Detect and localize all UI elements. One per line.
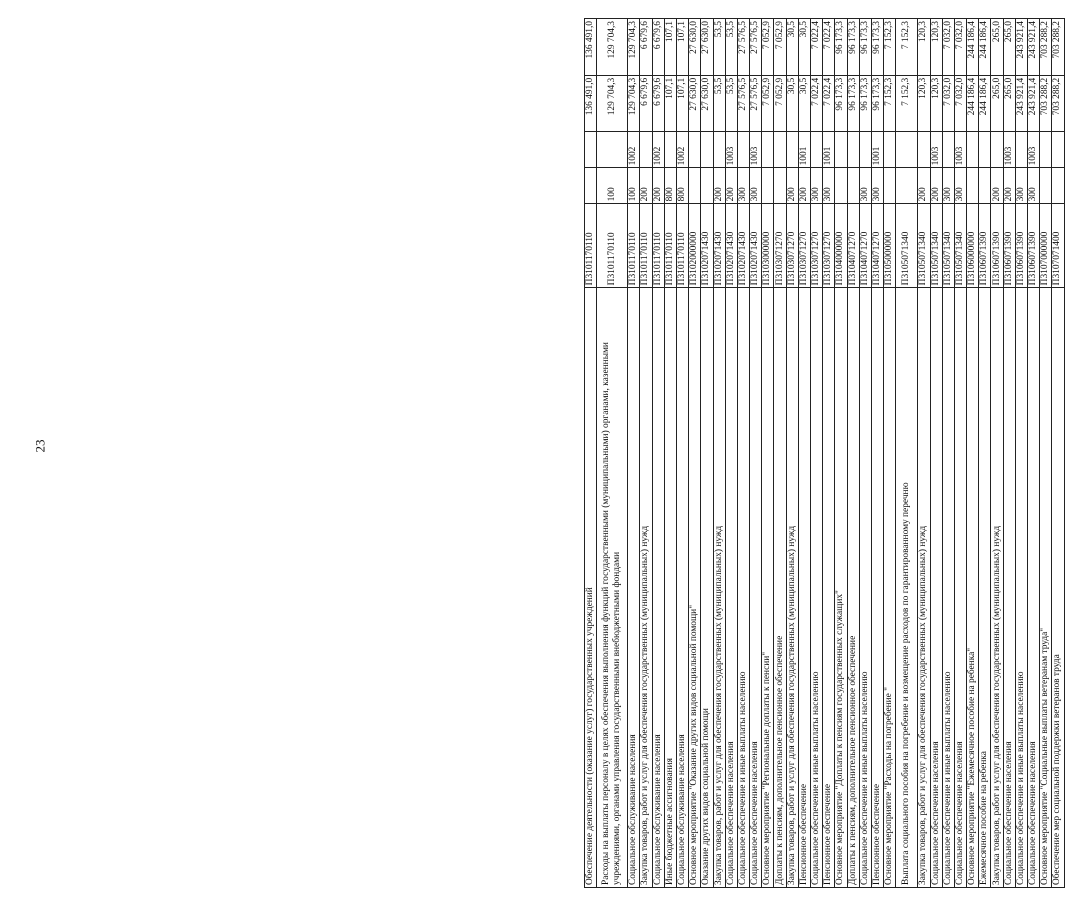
row-section-cell [774, 132, 786, 168]
row-expense-type-cell: 200 [918, 168, 930, 204]
row-expense-type-cell: 200 [713, 168, 725, 204]
row-amount-2-cell: 96 173,3 [835, 19, 847, 76]
row-code-cell: П3102071430 [725, 204, 737, 288]
table-row [1040, 19, 1052, 888]
row-code-cell: П3103000000 [762, 204, 774, 288]
row-expense-type-cell [1052, 168, 1064, 204]
row-section-cell [713, 132, 725, 168]
row-name-cell: Социальное обслуживание населения [628, 288, 640, 888]
row-name-cell: Социальное обеспечение и иные выплаты населению [811, 288, 823, 888]
row-amount-1-cell: 27 630,0 [689, 75, 701, 132]
table-row [859, 19, 871, 888]
table-row [762, 19, 774, 888]
row-section-cell [967, 132, 979, 168]
row-expense-type-cell [884, 168, 896, 204]
row-section-cell [597, 132, 628, 168]
row-amount-1-cell: 243 921,4 [1028, 75, 1040, 132]
row-amount-1-cell: 27 630,0 [701, 75, 713, 132]
row-amount-2-cell: 27 576,5 [750, 19, 762, 76]
row-expense-type-cell: 200 [930, 168, 942, 204]
row-section-cell [979, 132, 991, 168]
row-amount-2-cell: 120,3 [918, 19, 930, 76]
row-code-cell: П3107000000 [1040, 204, 1052, 288]
table-row [750, 19, 762, 888]
row-amount-1-cell: 7 052,9 [774, 75, 786, 132]
row-section-cell [689, 132, 701, 168]
row-amount-2-cell: 136 491,0 [585, 19, 597, 76]
row-name-cell: Обеспечение мер социальной поддержки ветеранов труда [1052, 288, 1064, 888]
row-expense-type-cell: 300 [823, 168, 835, 204]
row-amount-2-cell: 243 921,4 [1028, 19, 1040, 76]
table-row [991, 19, 1003, 888]
row-code-cell: П3105000000 [884, 204, 896, 288]
row-code-cell: П3104071270 [847, 204, 859, 288]
row-code-cell: П3104071270 [859, 204, 871, 288]
table-row [1003, 19, 1015, 888]
row-expense-type-cell: 300 [750, 168, 762, 204]
row-expense-type-cell [967, 168, 979, 204]
budget-table-sheet [584, 18, 1065, 888]
table-row [713, 19, 725, 888]
row-name-cell: Основное мероприятие "Социальные выплаты ветеранам труда" [1040, 288, 1052, 888]
row-amount-2-cell: 53,5 [713, 19, 725, 76]
row-section-cell: 1001 [823, 132, 835, 168]
row-amount-1-cell: 27 576,5 [737, 75, 749, 132]
row-amount-2-cell: 6 679,6 [640, 19, 652, 76]
budget-table-body [585, 19, 1065, 888]
row-section-cell: 1002 [628, 132, 640, 168]
row-expense-type-cell: 300 [954, 168, 966, 204]
row-amount-2-cell: 244 186,4 [979, 19, 991, 76]
row-section-cell: 1003 [930, 132, 942, 168]
row-amount-1-cell: 30,5 [798, 75, 810, 132]
row-code-cell: П3105071340 [918, 204, 930, 288]
table-row [942, 19, 954, 888]
row-amount-1-cell: 136 491,0 [585, 75, 597, 132]
row-section-cell: 1003 [1028, 132, 1040, 168]
row-amount-1-cell: 7 052,9 [762, 75, 774, 132]
row-expense-type-cell: 300 [871, 168, 883, 204]
row-amount-2-cell: 7 022,4 [823, 19, 835, 76]
row-name-cell: Выплата социального пособия на погребение и возмещение расходов по гарантированному перечню [896, 288, 918, 888]
row-amount-1-cell: 107,1 [676, 75, 688, 132]
row-expense-type-cell: 200 [798, 168, 810, 204]
row-amount-2-cell: 7 052,9 [762, 19, 774, 76]
table-row [597, 19, 628, 888]
row-code-cell: П3106071390 [991, 204, 1003, 288]
row-name-cell: Социальное обеспечение населения [930, 288, 942, 888]
row-section-cell [884, 132, 896, 168]
row-expense-type-cell [774, 168, 786, 204]
row-section-cell: 1003 [1003, 132, 1015, 168]
row-section-cell [640, 132, 652, 168]
row-name-cell: Ежемесячное пособие на ребенка [979, 288, 991, 888]
row-code-cell: П3102071430 [750, 204, 762, 288]
row-amount-2-cell: 129 704,3 [628, 19, 640, 76]
table-row [811, 19, 823, 888]
row-code-cell: П3102071430 [701, 204, 713, 288]
table-row [628, 19, 640, 888]
row-name-cell: Социальное обеспечение населения [725, 288, 737, 888]
table-row [652, 19, 664, 888]
row-amount-1-cell: 6 679,6 [640, 75, 652, 132]
row-name-cell: Социальное обеспечение и иные выплаты населению [737, 288, 749, 888]
row-section-cell [664, 132, 676, 168]
row-amount-2-cell: 96 173,3 [859, 19, 871, 76]
row-code-cell: П3103071270 [798, 204, 810, 288]
table-row [896, 19, 918, 888]
row-section-cell [942, 132, 954, 168]
row-code-cell: П3105071340 [954, 204, 966, 288]
row-amount-1-cell: 265,0 [991, 75, 1003, 132]
row-section-cell: 1003 [954, 132, 966, 168]
row-code-cell: П3105071340 [930, 204, 942, 288]
row-section-cell [786, 132, 798, 168]
row-expense-type-cell [689, 168, 701, 204]
table-row [967, 19, 979, 888]
row-expense-type-cell [979, 168, 991, 204]
table-row [701, 19, 713, 888]
row-expense-type-cell: 200 [652, 168, 664, 204]
row-amount-2-cell: 703 288,2 [1052, 19, 1064, 76]
row-amount-1-cell: 96 173,3 [847, 75, 859, 132]
row-code-cell: П3101170110 [652, 204, 664, 288]
row-amount-2-cell: 7 032,0 [954, 19, 966, 76]
row-section-cell [1015, 132, 1027, 168]
table-row [725, 19, 737, 888]
row-expense-type-cell: 100 [628, 168, 640, 204]
row-code-cell: П3106071390 [979, 204, 991, 288]
row-name-cell: Социальное обеспечение населения [954, 288, 966, 888]
row-expense-type-cell: 200 [640, 168, 652, 204]
row-amount-1-cell: 120,3 [930, 75, 942, 132]
row-name-cell: Социальное обеспечение и иные выплаты населению [859, 288, 871, 888]
table-row [774, 19, 786, 888]
row-name-cell: Закупка товаров, работ и услуг для обеспечения государственных (муниципальных) нужд [713, 288, 725, 888]
row-expense-type-cell [701, 168, 713, 204]
row-amount-1-cell: 129 704,3 [628, 75, 640, 132]
row-section-cell: 1001 [871, 132, 883, 168]
table-row [585, 19, 597, 888]
row-section-cell: 1001 [798, 132, 810, 168]
row-code-cell: П3103071270 [811, 204, 823, 288]
row-code-cell: П3101170110 [640, 204, 652, 288]
row-amount-1-cell: 244 186,4 [967, 75, 979, 132]
row-code-cell: П3103071270 [823, 204, 835, 288]
table-row [979, 19, 991, 888]
table-row [1028, 19, 1040, 888]
row-amount-2-cell: 96 173,3 [847, 19, 859, 76]
row-code-cell: П3106071390 [1003, 204, 1015, 288]
row-amount-2-cell: 7 032,0 [942, 19, 954, 76]
table-row [884, 19, 896, 888]
row-amount-1-cell: 243 921,4 [1015, 75, 1027, 132]
row-expense-type-cell [585, 168, 597, 204]
row-amount-2-cell: 6 679,6 [652, 19, 664, 76]
row-amount-1-cell: 129 704,3 [597, 75, 628, 132]
row-expense-type-cell [896, 168, 918, 204]
row-amount-1-cell: 7 022,4 [811, 75, 823, 132]
row-amount-2-cell: 265,0 [1003, 19, 1015, 76]
row-code-cell: П3103071270 [774, 204, 786, 288]
row-amount-2-cell: 7 152,3 [896, 19, 918, 76]
row-section-cell [859, 132, 871, 168]
row-section-cell [1040, 132, 1052, 168]
row-amount-1-cell: 244 186,4 [979, 75, 991, 132]
row-name-cell: Социальное обслуживание населения [676, 288, 688, 888]
row-section-cell [811, 132, 823, 168]
row-code-cell: П3106000000 [967, 204, 979, 288]
row-section-cell [585, 132, 597, 168]
row-amount-1-cell: 53,5 [725, 75, 737, 132]
row-code-cell: П3102071430 [713, 204, 725, 288]
row-name-cell: Закупка товаров, работ и услуг для обеспечения государственных (муниципальных) нужд [786, 288, 798, 888]
row-amount-1-cell: 96 173,3 [835, 75, 847, 132]
row-amount-1-cell: 7 152,3 [896, 75, 918, 132]
row-amount-2-cell: 244 186,4 [967, 19, 979, 76]
row-code-cell: П3101170110 [676, 204, 688, 288]
row-amount-2-cell: 27 576,5 [737, 19, 749, 76]
page-number: 23 [32, 439, 48, 453]
table-row [798, 19, 810, 888]
row-amount-1-cell: 27 576,5 [750, 75, 762, 132]
row-name-cell: Социальное обеспечение населения [750, 288, 762, 888]
row-code-cell: П3101170110 [585, 204, 597, 288]
row-amount-1-cell: 7 032,0 [954, 75, 966, 132]
table-row [954, 19, 966, 888]
row-amount-1-cell: 96 173,3 [859, 75, 871, 132]
row-section-cell [896, 132, 918, 168]
row-expense-type-cell: 300 [811, 168, 823, 204]
row-amount-2-cell: 30,5 [786, 19, 798, 76]
row-amount-2-cell: 27 630,0 [689, 19, 701, 76]
row-name-cell: Социальное обслуживание населения [652, 288, 664, 888]
table-row [918, 19, 930, 888]
row-expense-type-cell: 200 [1003, 168, 1015, 204]
row-amount-2-cell: 30,5 [798, 19, 810, 76]
row-code-cell: П3105071340 [942, 204, 954, 288]
row-section-cell: 1002 [652, 132, 664, 168]
row-section-cell [835, 132, 847, 168]
row-code-cell: П3107071400 [1052, 204, 1064, 288]
row-name-cell: Пенсионное обеспечение [871, 288, 883, 888]
table-row [871, 19, 883, 888]
row-amount-2-cell: 120,3 [930, 19, 942, 76]
table-row [823, 19, 835, 888]
row-code-cell: П3101170110 [597, 204, 628, 288]
row-amount-2-cell: 265,0 [991, 19, 1003, 76]
row-amount-1-cell: 703 288,2 [1052, 75, 1064, 132]
row-code-cell: П3102071430 [737, 204, 749, 288]
row-code-cell: П3101170110 [628, 204, 640, 288]
table-row [835, 19, 847, 888]
row-name-cell: Социальное обеспечение населения [1003, 288, 1015, 888]
row-amount-2-cell: 7 022,4 [811, 19, 823, 76]
row-name-cell: Пенсионное обеспечение [823, 288, 835, 888]
row-amount-1-cell: 96 173,3 [871, 75, 883, 132]
row-expense-type-cell: 300 [942, 168, 954, 204]
row-name-cell: Доплаты к пенсиям, дополнительное пенсионное обеспечение [774, 288, 786, 888]
row-section-cell: 1003 [750, 132, 762, 168]
row-amount-1-cell: 265,0 [1003, 75, 1015, 132]
row-amount-2-cell: 7 152,3 [884, 19, 896, 76]
row-name-cell: Социальное обеспечение населения [1028, 288, 1040, 888]
row-code-cell: П3106071390 [1015, 204, 1027, 288]
row-expense-type-cell: 300 [737, 168, 749, 204]
row-amount-2-cell: 243 921,4 [1015, 19, 1027, 76]
row-amount-2-cell: 107,1 [676, 19, 688, 76]
row-amount-1-cell: 53,5 [713, 75, 725, 132]
row-amount-2-cell: 27 630,0 [701, 19, 713, 76]
row-expense-type-cell [1040, 168, 1052, 204]
row-expense-type-cell: 800 [664, 168, 676, 204]
row-code-cell: П3103071270 [786, 204, 798, 288]
row-name-cell: Социальное обеспечение и иные выплаты населению [1015, 288, 1027, 888]
row-expense-type-cell [847, 168, 859, 204]
row-section-cell [918, 132, 930, 168]
row-code-cell: П3106071390 [1028, 204, 1040, 288]
row-name-cell: Основное мероприятие "Ежемесячное пособие на ребенка" [967, 288, 979, 888]
row-name-cell: Оказание других видов социальной помощи [701, 288, 713, 888]
row-amount-2-cell: 107,1 [664, 19, 676, 76]
row-expense-type-cell: 300 [1028, 168, 1040, 204]
row-expense-type-cell: 100 [597, 168, 628, 204]
table-row [1052, 19, 1064, 888]
row-name-cell: Основное мероприятие "Расходы на погребение " [884, 288, 896, 888]
table-row [847, 19, 859, 888]
row-amount-1-cell: 6 679,6 [652, 75, 664, 132]
row-section-cell [701, 132, 713, 168]
row-section-cell: 1003 [725, 132, 737, 168]
row-section-cell [847, 132, 859, 168]
row-amount-2-cell: 129 704,3 [597, 19, 628, 76]
row-expense-type-cell: 300 [1015, 168, 1027, 204]
row-name-cell: Расходы на выплаты персоналу в целях обеспечения выполнения функций государственными (муниципальными) органами, казенными учреждениями, органами управления государственными внебюджетными фондами [597, 288, 628, 888]
row-code-cell: П3102000000 [689, 204, 701, 288]
row-amount-1-cell: 30,5 [786, 75, 798, 132]
row-amount-1-cell: 7 022,4 [823, 75, 835, 132]
row-name-cell: Социальное обеспечение и иные выплаты населению [942, 288, 954, 888]
table-row [930, 19, 942, 888]
row-amount-1-cell: 7 152,3 [884, 75, 896, 132]
row-expense-type-cell: 200 [991, 168, 1003, 204]
row-name-cell: Закупка товаров, работ и услуг для обеспечения государственных (муниципальных) нужд [918, 288, 930, 888]
row-amount-1-cell: 107,1 [664, 75, 676, 132]
table-row [786, 19, 798, 888]
table-row [640, 19, 652, 888]
row-amount-2-cell: 53,5 [725, 19, 737, 76]
row-name-cell: Иные бюджетные ассигнования [664, 288, 676, 888]
row-expense-type-cell: 300 [859, 168, 871, 204]
row-name-cell: Пенсионное обеспечение [798, 288, 810, 888]
row-expense-type-cell [835, 168, 847, 204]
row-amount-2-cell: 96 173,3 [871, 19, 883, 76]
row-amount-1-cell: 7 032,0 [942, 75, 954, 132]
row-code-cell: П3104071270 [871, 204, 883, 288]
row-name-cell: Доплаты к пенсиям, дополнительное пенсионное обеспечение [847, 288, 859, 888]
row-amount-2-cell: 7 052,9 [774, 19, 786, 76]
row-code-cell: П3104000000 [835, 204, 847, 288]
table-row [737, 19, 749, 888]
row-code-cell: П3101170110 [664, 204, 676, 288]
row-name-cell: Закупка товаров, работ и услуг для обеспечения государственных (муниципальных) нужд [640, 288, 652, 888]
table-row [1015, 19, 1027, 888]
row-name-cell: Основное мероприятие "Региональные доплаты к пенсии" [762, 288, 774, 888]
row-expense-type-cell [762, 168, 774, 204]
row-expense-type-cell: 200 [786, 168, 798, 204]
table-row [689, 19, 701, 888]
row-section-cell: 1002 [676, 132, 688, 168]
row-name-cell: Основное мероприятие "Доплаты к пенсиям государственных служащих" [835, 288, 847, 888]
row-expense-type-cell: 800 [676, 168, 688, 204]
row-name-cell: Обеспечение деятельности (оказание услуг) государственных учреждений [585, 288, 597, 888]
row-code-cell: П3105071340 [896, 204, 918, 288]
row-section-cell [1052, 132, 1064, 168]
row-section-cell [762, 132, 774, 168]
row-name-cell: Закупка товаров, работ и услуг для обеспечения государственных (муниципальных) нужд [991, 288, 1003, 888]
table-row [664, 19, 676, 888]
row-section-cell [991, 132, 1003, 168]
table-row [676, 19, 688, 888]
budget-table [584, 18, 1065, 888]
row-amount-1-cell: 120,3 [918, 75, 930, 132]
row-amount-1-cell: 703 288,2 [1040, 75, 1052, 132]
row-expense-type-cell: 200 [725, 168, 737, 204]
row-name-cell: Основное мероприятие "Оказание других видов социальной помощи" [689, 288, 701, 888]
row-section-cell [737, 132, 749, 168]
row-amount-2-cell: 703 288,2 [1040, 19, 1052, 76]
